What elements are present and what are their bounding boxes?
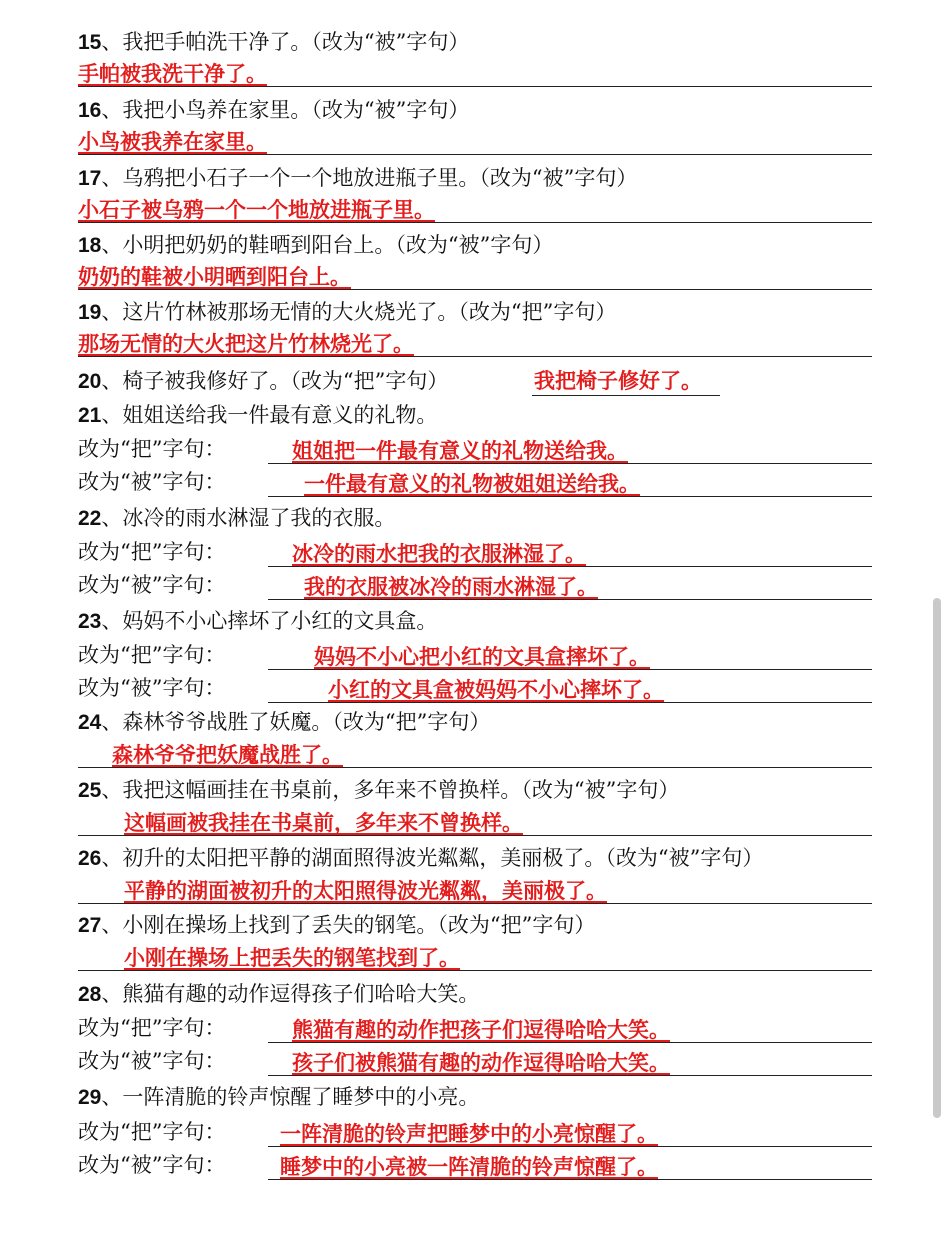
- answer-15: 手帕被我洗干净了。: [78, 61, 267, 86]
- convert-ba-row-23: [78, 640, 872, 670]
- answer-bei-23: 小红的文具盒被妈妈不小心摔坏了。: [328, 677, 664, 702]
- convert-bei-blank-23: [268, 673, 872, 703]
- convert-bei-label: 改为“被”字句：: [78, 1049, 226, 1073]
- question-26: 26、初升的太阳把平静的湖面照得波光粼粼，美丽极了。（改为“被”字句）: [78, 846, 764, 870]
- convert-ba-label: 改为“把”字句：: [78, 540, 226, 564]
- convert-ba-row-28: [78, 1013, 872, 1043]
- convert-bei-label: 改为“被”字句：: [78, 470, 226, 494]
- convert-bei-blank-28: [268, 1046, 872, 1076]
- answer-27: 小刚在操场上把丢失的钢笔找到了。: [124, 945, 460, 970]
- question-16: 16、我把小鸟养在家里。（改为“被”字句）: [78, 98, 470, 122]
- answer-line-18: [78, 260, 872, 290]
- answer-line-16: [78, 125, 872, 155]
- convert-bei-label: 改为“被”字句：: [78, 573, 226, 597]
- answer-line-19: [78, 327, 872, 357]
- answer-line-15: [78, 57, 872, 87]
- answer-line-25: [78, 806, 872, 836]
- convert-ba-label: 改为“把”字句：: [78, 1016, 226, 1040]
- question-28: 28、熊猫有趣的动作逗得孩子们哈哈大笑。: [78, 982, 480, 1006]
- convert-bei-label: 改为“被”字句：: [78, 676, 226, 700]
- answer-bei-29: 睡梦中的小亮被一阵清脆的铃声惊醒了。: [280, 1154, 658, 1179]
- convert-ba-row-21: [78, 434, 872, 464]
- answer-line-24: [78, 738, 872, 768]
- answer-bei-22: 我的衣服被冰冷的雨水淋湿了。: [304, 574, 598, 599]
- question-19: 19、这片竹林被那场无情的大火烧光了。（改为“把”字句）: [78, 300, 617, 324]
- answer-bei-21: 一件最有意义的礼物被姐姐送给我。: [304, 471, 640, 496]
- answer-line-17: [78, 193, 872, 223]
- convert-bei-blank-29: [268, 1150, 872, 1180]
- answer-24: 森林爷爷把妖魔战胜了。: [112, 742, 343, 767]
- convert-bei-row-22: [78, 570, 872, 600]
- convert-bei-blank-22: [268, 570, 872, 600]
- answer-bei-28: 孩子们被熊猫有趣的动作逗得哈哈大笑。: [292, 1050, 670, 1075]
- answer-ba-22: 冰冷的雨水把我的衣服淋湿了。: [292, 541, 586, 566]
- answer-ba-29: 一阵清脆的铃声把睡梦中的小亮惊醒了。: [280, 1121, 658, 1146]
- answer-ba-21: 姐姐把一件最有意义的礼物送给我。: [292, 438, 628, 463]
- convert-ba-label: 改为“把”字句：: [78, 437, 226, 461]
- question-29: 29、一阵清脆的铃声惊醒了睡梦中的小亮。: [78, 1085, 480, 1109]
- answer-18: 奶奶的鞋被小明晒到阳台上。: [78, 264, 351, 289]
- convert-ba-blank-28: [268, 1013, 872, 1043]
- convert-ba-blank-23: [268, 640, 872, 670]
- convert-ba-label: 改为“把”字句：: [78, 1120, 226, 1144]
- answer-ba-28: 熊猫有趣的动作把孩子们逗得哈哈大笑。: [292, 1017, 670, 1042]
- question-18: 18、小明把奶奶的鞋晒到阳台上。（改为“被”字句）: [78, 233, 554, 257]
- answer-16: 小鸟被我养在家里。: [78, 129, 267, 154]
- answer-26: 平静的湖面被初升的太阳照得波光粼粼，美丽极了。: [124, 878, 607, 903]
- convert-bei-row-29: [78, 1150, 872, 1180]
- answer-25: 这幅画被我挂在书桌前，多年来不曾换样。: [124, 810, 523, 835]
- question-24: 24、森林爷爷战胜了妖魔。（改为“把”字句）: [78, 710, 491, 734]
- convert-ba-blank-29: [268, 1117, 872, 1147]
- convert-ba-label: 改为“把”字句：: [78, 643, 226, 667]
- answer-20: 我把椅子修好了。: [534, 368, 702, 393]
- answer-line-27: [78, 941, 872, 971]
- question-25: 25、我把这幅画挂在书桌前，多年来不曾换样。（改为“被”字句）: [78, 778, 680, 802]
- convert-bei-blank-21: [268, 467, 872, 497]
- convert-bei-row-23: [78, 673, 872, 703]
- answer-line-26: [78, 874, 872, 904]
- question-27: 27、小刚在操场上找到了丢失的钢笔。（改为“把”字句）: [78, 913, 596, 937]
- question-23: 23、妈妈不小心摔坏了小红的文具盒。: [78, 609, 438, 633]
- question-17: 17、乌鸦把小石子一个一个地放进瓶子里。（改为“被”字句）: [78, 166, 638, 190]
- convert-ba-blank-21: [268, 434, 872, 464]
- answer-17: 小石子被乌鸦一个一个地放进瓶子里。: [78, 197, 435, 222]
- convert-ba-row-29: [78, 1117, 872, 1147]
- convert-ba-row-22: [78, 537, 872, 567]
- convert-bei-row-28: [78, 1046, 872, 1076]
- convert-bei-row-21: [78, 467, 872, 497]
- question-22: 22、冰冷的雨水淋湿了我的衣服。: [78, 506, 396, 530]
- answer-19: 那场无情的大火把这片竹林烧光了。: [78, 331, 414, 356]
- convert-ba-blank-22: [268, 537, 872, 567]
- convert-bei-label: 改为“被”字句：: [78, 1153, 226, 1177]
- answer-ba-23: 妈妈不小心把小红的文具盒摔坏了。: [314, 644, 650, 669]
- question-15: 15、我把手帕洗干净了。（改为“被”字句）: [78, 30, 470, 54]
- question-20: 20、椅子被我修好了。（改为“把”字句）: [78, 369, 449, 393]
- vertical-scrollbar-thumb[interactable]: [933, 598, 941, 1118]
- question-21: 21、姐姐送给我一件最有意义的礼物。: [78, 403, 438, 427]
